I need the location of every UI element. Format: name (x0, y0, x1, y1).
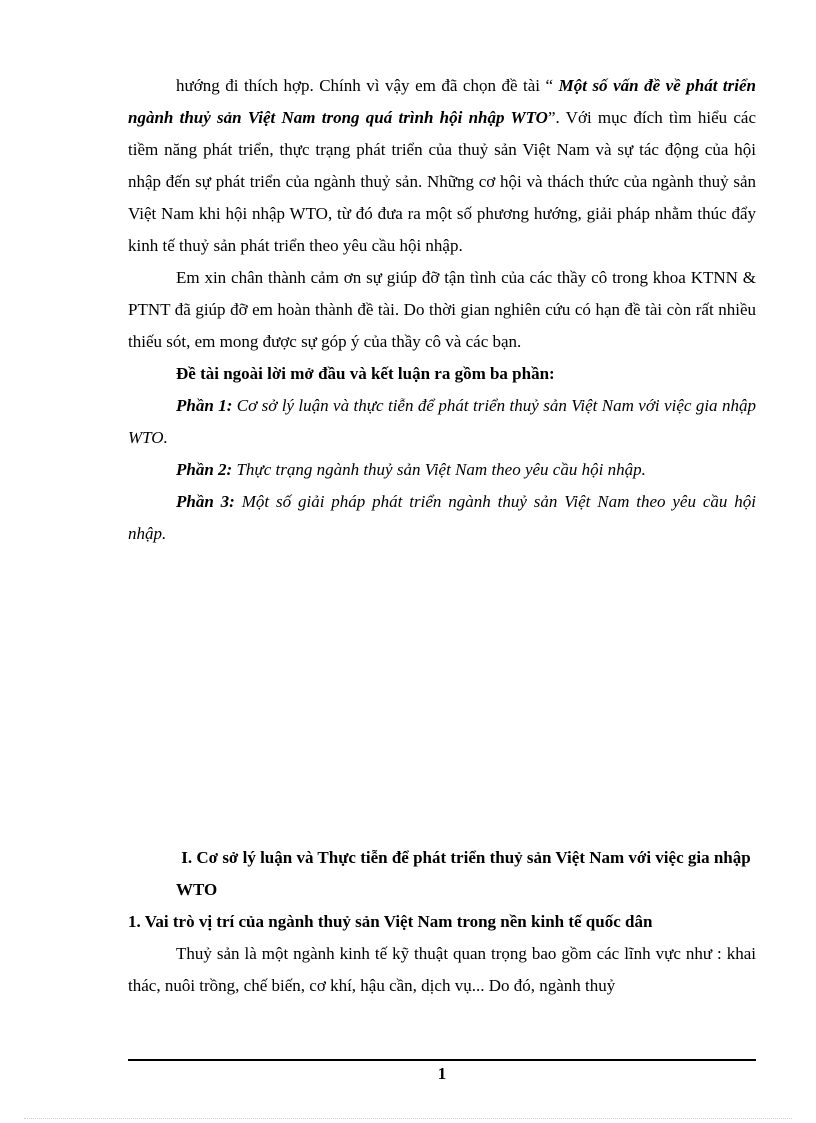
page-spacer (128, 550, 756, 842)
topic-title: Một số vấn đề về phát triển ngành thuỷ sản Việt Nam trong quá trình hội nhập WTO (128, 76, 756, 127)
part-1-label: Phần 1: (176, 396, 233, 415)
intro-paragraph-1: hướng đi thích hợp. Chính vì vậy em đã chọn đề tài “ Một số vấn đề về phát triển ngành thuỷ sản Việt Nam trong quá trình hội nhập WTO”. Với mục đích tìm hiểu các tiềm năng phát triển, thực trạng phát triển của thuỷ sản Việt Nam và sự tác động của hội nhập đến sự phát triển của ngành thuỷ sản. Những cơ hội và thách thức của ngành thuỷ sản Việt Nam khi hội nhập WTO, từ đó đưa ra một số phương hướng, giải pháp nhằm thúc đẩy kinh tế thuỷ sản phát triển theo yêu cầu hội nhập. (128, 76, 756, 255)
document-page (128, 70, 756, 1002)
part-2-label: Phần 2: (176, 460, 233, 479)
page-edge-dots (24, 1118, 792, 1119)
section-body: Thuỷ sản là một ngành kinh tế kỹ thuật quan trọng bao gồm các lĩnh vực như : khai thác, nuôi trồng, chế biến, cơ khí, hậu cần, dịch vụ... Do đó, ngành thuỷ (128, 944, 756, 995)
structure-heading: Đề tài ngoài lời mở đầu và kết luận ra gồm ba phần: (176, 364, 555, 383)
part-1: Phần 1: Cơ sở lý luận và thực tiễn để phát triển thuỷ sản Việt Nam với việc gia nhập WTO. (128, 396, 756, 447)
part-2: Phần 2: Thực trạng ngành thuỷ sản Việt Nam theo yêu cầu hội nhập. (176, 460, 646, 479)
section-title: I. Cơ sở lý luận và Thực tiễn để phát triển thuỷ sản Việt Nam với việc gia nhập WTO (176, 848, 751, 899)
footer-rule (128, 1059, 756, 1061)
part-3-label: Phần 3: (176, 492, 235, 511)
section-subtitle: 1. Vai trò vị trí của ngành thuỷ sản Việt Nam trong nền kinh tế quốc dân (128, 912, 653, 931)
intro-paragraph-2: Em xin chân thành cảm ơn sự giúp đỡ tận tình của các thầy cô trong khoa KTNN & PTNT đã giúp đỡ em hoàn thành đề tài. Do thời gian nghiên cứu có hạn đề tài còn rất nhiều thiếu sót, em mong được sự góp ý của thầy cô và các bạn. (128, 268, 756, 351)
part-3: Phần 3: Một số giải pháp phát triển ngành thuỷ sản Việt Nam theo yêu cầu hội nhập. (128, 492, 756, 543)
page-number: 1 (437, 1064, 447, 1083)
